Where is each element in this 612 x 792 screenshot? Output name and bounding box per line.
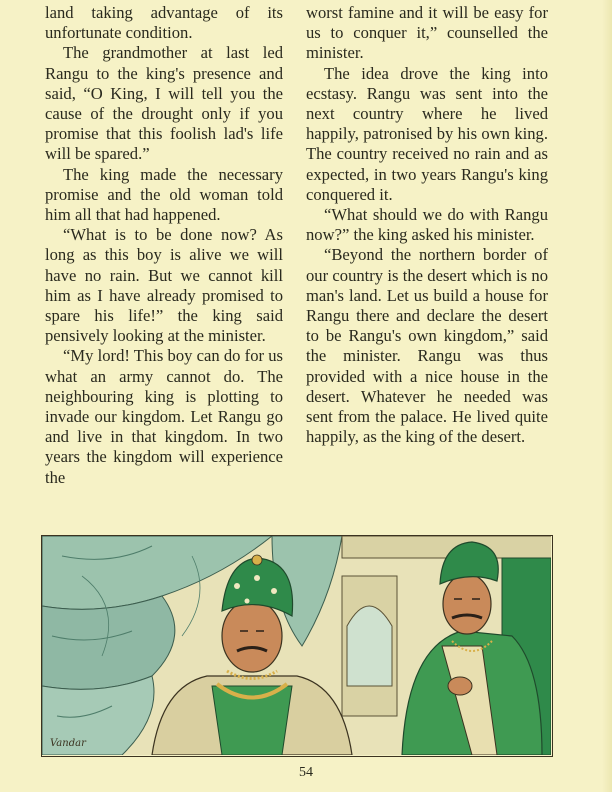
right-paragraph-4: “Beyond the northern border of our country is the desert which is no man's land. Let us build a house for Rangu there and declare the desert to be Rangu's own kingdom,” said the minister. Rangu was thus provided with a nice house in the desert. Whatever he needed was sent from the palace. He lived quite happily, as the king of the desert. <box>306 245 548 447</box>
story-illustration <box>41 535 553 757</box>
left-paragraph-4: “What is to be done now? As long as this boy is alive we will have no rain. But we cannot kill him as I have already promised to spare his life!” the king said pensively looking at the minister. <box>45 225 283 346</box>
left-paragraph-5: “My lord! This boy can do for us what an army cannot do. The neighbouring king is plotting to invade our kingdom. Let Rangu go and live in that kingdom. In two years the kingdom will experience the <box>45 346 283 487</box>
page-number: 54 <box>299 765 313 780</box>
artist-signature: Vandar <box>50 738 86 749</box>
right-column <box>306 3 548 447</box>
left-paragraph-3: The king made the necessary promise and the old woman told him all that had happened. <box>45 164 283 225</box>
right-paragraph-3: “What should we do with Rangu now?” the king asked his minister. <box>306 205 548 245</box>
left-paragraph-1: land taking advantage of its unfortunate condition. <box>45 3 283 43</box>
page-edge <box>602 0 612 792</box>
right-paragraph-1: worst famine and it will be easy for us to conquer it,” counselled the minister. <box>306 3 548 63</box>
right-paragraph-2: The idea drove the king into ecstasy. Rangu was sent into the next country where he lived happily, patronised by his own king. The country received no rain and as expected, in two years Rangu's king conquered it. <box>306 63 548 204</box>
left-paragraph-2: The grandmother at last led Rangu to the king's presence and said, “O King, I will tell you the cause of the drought only if you promise that this foolish lad's life will be spared.” <box>45 43 283 164</box>
left-column <box>45 3 283 488</box>
